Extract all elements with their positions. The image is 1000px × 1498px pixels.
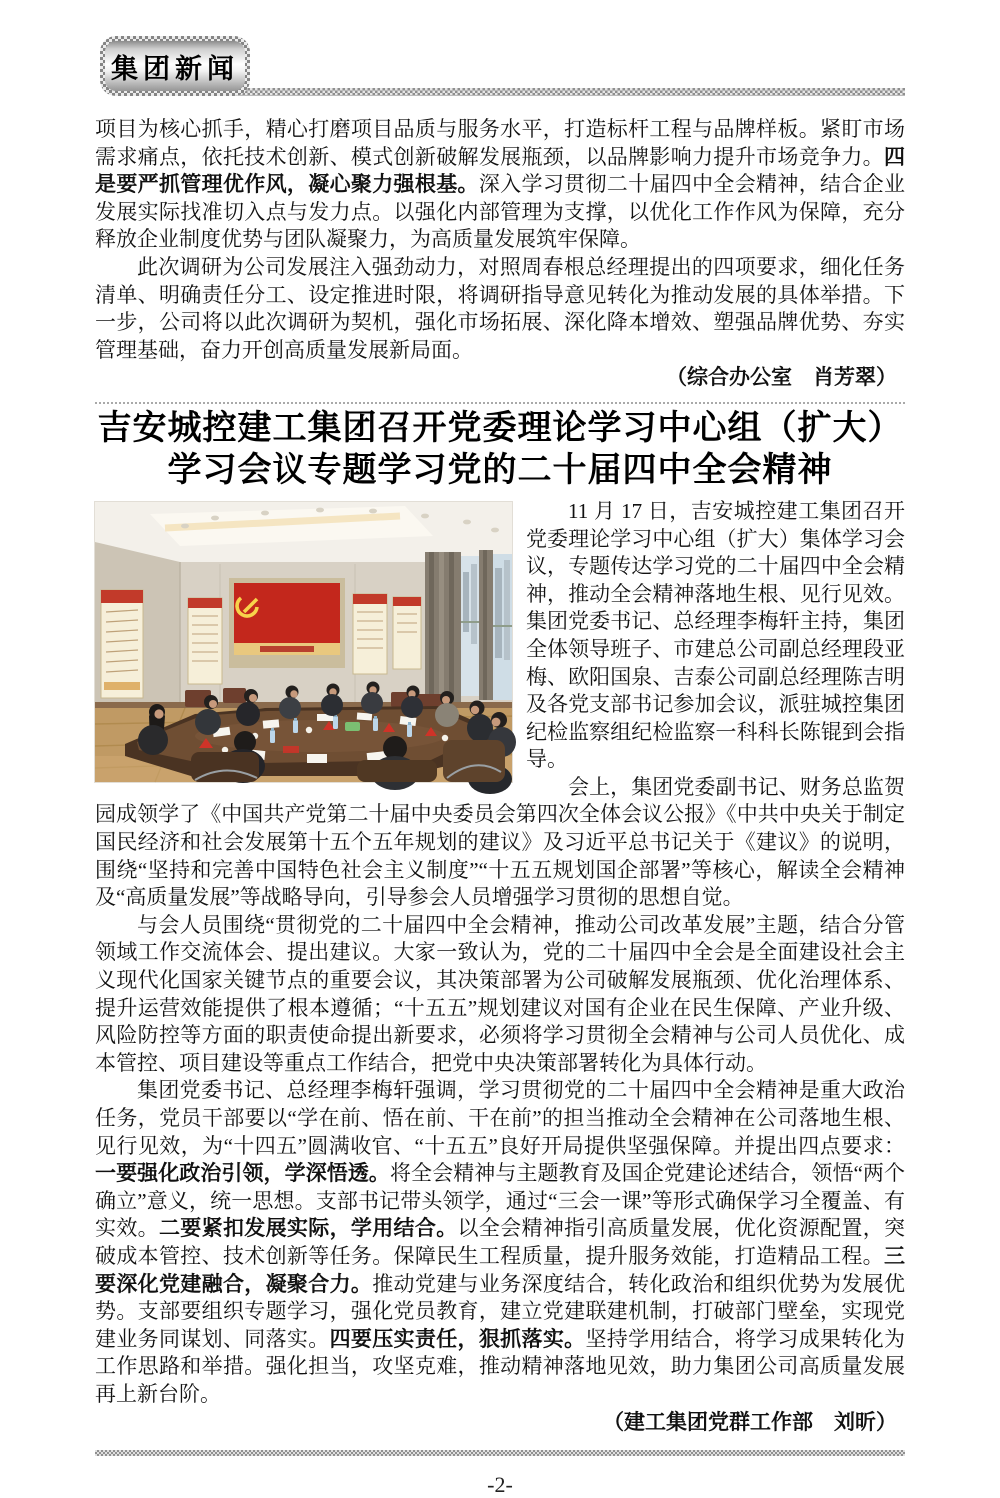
section-badge <box>100 36 250 96</box>
meeting-photo-image <box>95 502 512 782</box>
paragraph: 此次调研为公司发展注入强劲动力，对照周春根总经理提出的四项要求，细化任务清单、明确责任分工、设定推进时限，将调研指导意见转化为推动发展的具体举措。下一步，公司将以此次调研为契机，强化市场拓展、深化降本增效、塑强品牌优势、夯实管理基础，奋力开创高质量发展新局面。 <box>95 254 905 362</box>
footer-rule <box>95 1450 905 1456</box>
section-badge-label: 集团新闻 <box>105 41 245 91</box>
meeting-photo <box>95 502 512 782</box>
wall-poster <box>353 594 387 674</box>
article1-byline: （综合办公室 肖芳翠） <box>666 365 897 390</box>
article2-title-line2: 学习会议专题学习党的二十届四中全会精神 <box>167 451 833 489</box>
header-rule <box>155 88 905 96</box>
wall-poster <box>188 598 222 684</box>
paragraph: 与会人员围绕“贯彻党的二十届四中全会精神，推动公司改革发展”主题，结合分管领域工作交流体会、提出建议。大家一致认为，党的二十届四中全会是全面建设社会主义现代化国家关键节点的重要会议，其决策部署为公司破解发展瓶颈、优化治理体系、提升运营效能提供了根本遵循；“十五五”规划建议对国有企业在民生保障、产业升级、风险防控等方面的职责使命提出新要求，必须将学习贯彻全会精神与公司人员优化、成本管控、项目建设等重点工作结合，把党中央决策部署转化为具体行动。 <box>95 912 905 1075</box>
wall-poster <box>101 590 143 698</box>
paragraph: 会上，集团党委副书记、财务总监贺园成领学了《中国共产党第二十届中央委员会第四次全体会议公报》《中共中央关于制定国民经济和社会发展第十五个五年规划的建议》及习近平总书记关于《建议》的说明，围绕“坚持和完善中国特色社会主义制度”“十五五规划国企部署”等核心，解读全会精神及“高质量发展”等战略导向，引导参会人员增强学习贯彻的思想自觉。 <box>95 774 905 910</box>
paragraph: 11 月 17 日，吉安城控建工集团召开党委理论学习中心组（扩大）集体学习会议，专题传达学习党的二十届四中全会精神，推动全会精神落地生根、见行见效。集团党委书记、总经理李梅轩主持，集团全体领导班子、市建总公司副总经理段亚梅、欧阳国泉、吉泰公司副总经理陈吉明及各党支部书记参加会议，派驻城控集团纪检监察组纪检监察一科科长陈锟到会指导。 <box>526 498 905 772</box>
article1-body <box>95 116 905 364</box>
curtains <box>425 550 493 704</box>
page-content <box>95 0 905 1498</box>
article2-title-line1: 吉安城控建工集团召开党委理论学习中心组（扩大） <box>97 409 903 447</box>
paragraph: 项目为核心抓手，精心打磨项目品质与服务水平，打造标杆工程与品牌样板。紧盯市场需求痛点，依托技术创新、模式创新破解发展瓶颈，以品牌影响力提升市场竞争力。四是要严抓管理优作风，凝心聚力强根基。深入学习贯彻二十届四中全会精神，结合企业发展实际找准切入点与发力点。以强化内部管理为支撑，以优化工作作风为保障，充分释放企业制度优势与团队凝聚力，为高质量发展筑牢保障。 <box>95 117 906 252</box>
page-header <box>95 0 905 116</box>
paragraph: 集团党委书记、总经理李梅轩强调，学习贯彻党的二十届四中全会精神是重大政治任务，党员干部要以“学在前、悟在前、干在前”的担当推动全会精神在公司落地生根、见行见效，为“十四五”圆满收官、“十五五”良好开局提供坚强保障。并提出四点要求：一要强化政治引领，学深悟透。将全会精神与主题教育及国企党建论述结合，领悟“两个确立”意义，统一思想。支部书记带头领学，通过“三会一课”等形式确保学习全覆盖、有实效。二要紧扣发展实际，学用结合。以全会精神指引高质量发展，优化资源配置，突破成本管控、技术创新等任务。保障民生工程质量，提升服务效能，打造精品工程。三要深化党建融合，凝聚合力。推动党建与业务深度结合，转化政治和组织优势为发展优势。支部要组织专题学习，强化党员教育，建立党建联建机制，打破部门壁垒，实现党建业务同谋划、同落实。四要压实责任，狠抓落实。坚持学用结合，将学习成果转化为工作思路和举措。强化担当，攻坚克难，推动精神落地见效，助力集团公司高质量发展再上新台阶。 <box>95 1078 906 1406</box>
article2-byline: （建工集团党群工作部 刘昕） <box>603 1409 897 1434</box>
page-number: -2- <box>487 1472 513 1498</box>
wall-poster <box>393 597 421 669</box>
section-divider <box>95 402 905 404</box>
article2-section <box>95 498 905 1409</box>
party-flag-artwork <box>229 578 345 668</box>
article2-title <box>95 408 905 492</box>
